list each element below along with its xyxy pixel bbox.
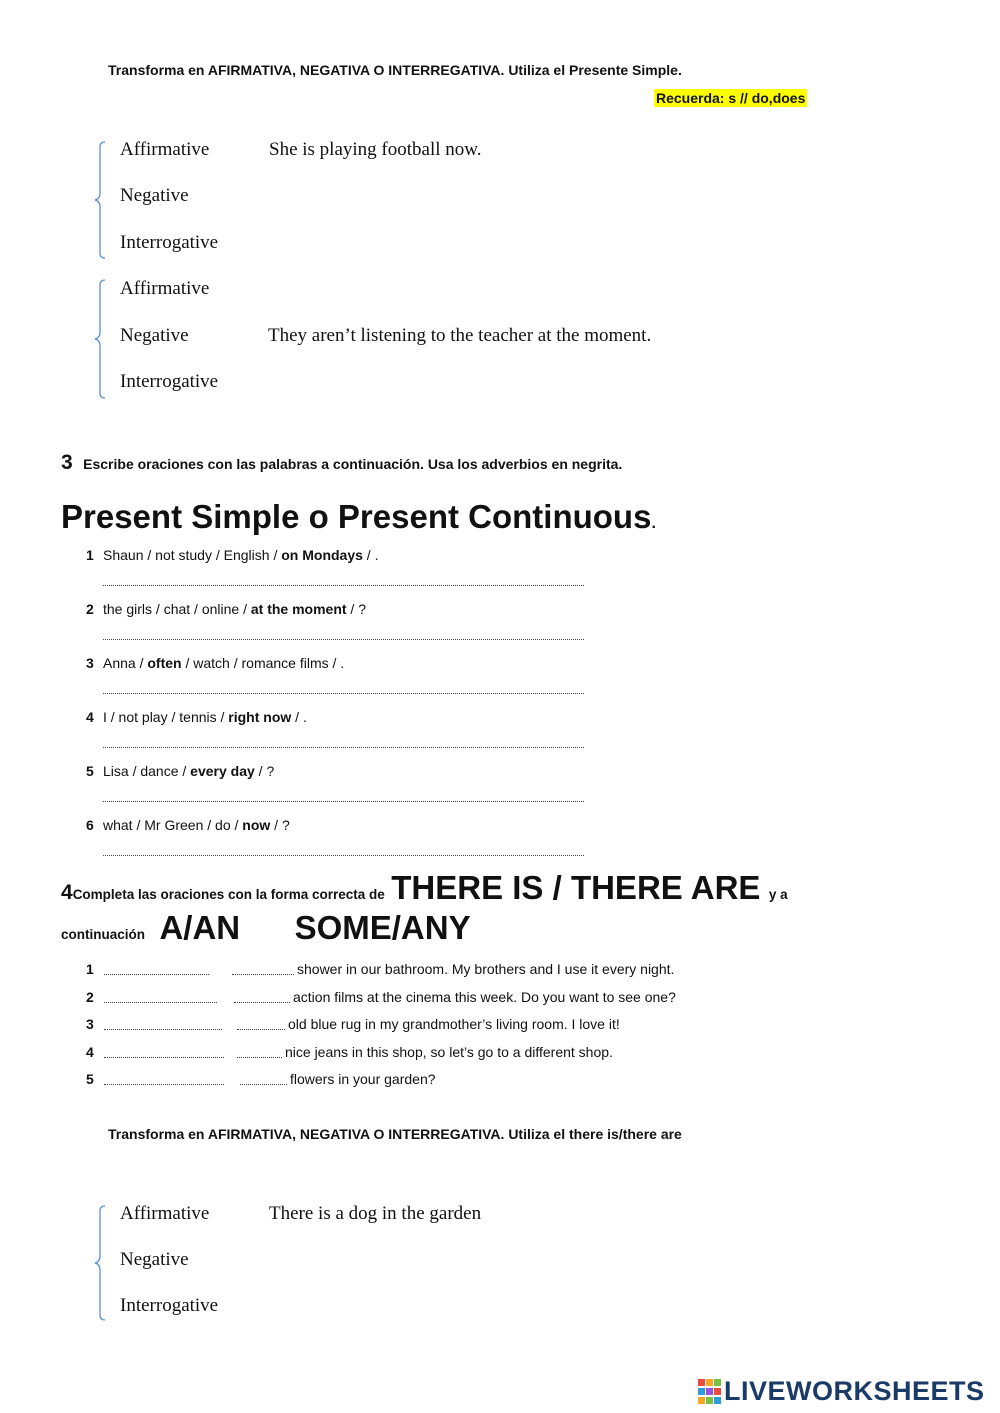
brace-group-3: [94, 1205, 106, 1321]
blank-there-is-are[interactable]: [104, 1084, 224, 1085]
label-interrogative-1: Interrogative: [120, 232, 219, 253]
keyword-a-an: A/AN: [159, 909, 241, 946]
liveworksheets-logo-icon: [698, 1379, 722, 1403]
title-text: Present Simple o Present Continuous: [61, 498, 652, 535]
exercise-3-item: [86, 655, 344, 671]
exercise-4-instruction: Completa las oraciones con la forma correcta de: [72, 887, 385, 902]
item-adverb: often: [147, 655, 182, 671]
answer-line[interactable]: [103, 801, 584, 802]
item-punctuation: / ?: [270, 817, 290, 833]
title-dot: .: [651, 515, 656, 532]
blank-there-is-are[interactable]: [104, 1029, 222, 1030]
exercise-3-item: [86, 817, 290, 833]
item-number: 1: [86, 547, 94, 563]
given-sentence-3: There is a dog in the garden: [269, 1203, 482, 1224]
label-negative-2: Negative: [120, 325, 189, 346]
item-words: Shaun / not study / English /: [103, 547, 282, 563]
exercise-4-item: [86, 1044, 786, 1062]
item-number: 4: [86, 1043, 94, 1060]
answer-line[interactable]: [103, 855, 584, 856]
exercise-number: 3: [61, 451, 73, 474]
instruction-present-simple: Transforma en AFIRMATIVA, NEGATIVA O INTERREGATIVA. Utiliza el Presente Simple.: [108, 62, 682, 78]
label-interrogative-3: Interrogative: [120, 1295, 219, 1316]
item-number: 3: [86, 655, 94, 671]
given-sentence-1: She is playing football now.: [269, 139, 482, 160]
blank-article[interactable]: [237, 1029, 285, 1030]
answer-line[interactable]: [103, 747, 584, 748]
item-punctuation: / watch / romance films / .: [181, 655, 345, 671]
item-sentence: shower in our bathroom. My brothers and I use it every night.: [297, 961, 675, 977]
liveworksheets-logo-text: LIVEWORKSHEETS: [724, 1376, 985, 1406]
exercise-4-heading-line2: [61, 909, 471, 947]
label-affirmative-1: Affirmative: [120, 139, 210, 160]
item-words: what / Mr Green / do /: [103, 817, 243, 833]
item-sentence: old blue rug in my grandmother’s living room. I love it!: [288, 1016, 620, 1033]
exercise-4-instruction-cont2: continuación: [61, 927, 145, 942]
exercise-4-item: [86, 1071, 786, 1089]
item-adverb: on Mondays: [281, 547, 363, 563]
item-words: the girls / chat / online /: [103, 601, 251, 617]
brace-group-2: [94, 279, 106, 399]
keyword-there-is-there-are: THERE IS / THERE ARE: [391, 869, 761, 906]
blank-article[interactable]: [232, 974, 294, 975]
exercise-4-item: [86, 1016, 786, 1034]
exercise-3-item: [86, 763, 274, 779]
exercise-number: 4: [61, 881, 73, 904]
keyword-some-any: SOME/ANY: [294, 909, 471, 946]
exercise-3-item: [86, 601, 366, 617]
item-number: 5: [86, 1071, 94, 1088]
item-sentence: action films at the cinema this week. Do you want to see one?: [293, 988, 676, 1005]
answer-line[interactable]: [103, 639, 584, 640]
blank-article[interactable]: [240, 1084, 287, 1085]
exercise-4-heading: [61, 869, 788, 907]
blank-article[interactable]: [234, 1002, 290, 1003]
item-adverb: every day: [190, 763, 255, 779]
item-words: Lisa / dance /: [103, 763, 191, 779]
exercise-3-heading: [61, 451, 622, 475]
exercise-3-instruction: Escribe oraciones con las palabras a continuación. Usa los adverbios en negrita.: [83, 456, 623, 472]
item-number: 2: [86, 988, 94, 1005]
label-affirmative-3: Affirmative: [120, 1203, 210, 1224]
item-number: 2: [86, 601, 94, 617]
item-sentence: nice jeans in this shop, so let’s go to a different shop.: [285, 1043, 613, 1060]
item-number: 6: [86, 817, 94, 833]
item-sentence: flowers in your garden?: [290, 1071, 436, 1088]
exercise-3-title: [61, 498, 656, 536]
item-punctuation: / ?: [254, 763, 275, 779]
blank-there-is-are[interactable]: [104, 1002, 217, 1003]
item-number: 4: [86, 709, 94, 725]
item-number: 5: [86, 763, 94, 779]
label-negative-3: Negative: [120, 1249, 189, 1270]
label-negative-1: Negative: [120, 185, 189, 206]
item-punctuation: / ?: [346, 601, 367, 617]
label-affirmative-2: Affirmative: [120, 278, 210, 299]
exercise-4-item: [86, 961, 786, 979]
exercise-4-item: [86, 989, 786, 1007]
item-number: 1: [86, 961, 94, 977]
blank-there-is-are[interactable]: [104, 974, 209, 975]
item-adverb: at the moment: [250, 601, 347, 617]
blank-article[interactable]: [237, 1057, 282, 1058]
item-number: 3: [86, 1016, 94, 1033]
item-adverb: now: [242, 817, 271, 833]
given-sentence-2: They aren’t listening to the teacher at the moment.: [268, 325, 652, 346]
exercise-3-item: [86, 709, 307, 725]
brace-group-1: [94, 141, 106, 259]
exercise-4-instruction-cont: y a: [768, 887, 788, 902]
item-words: Anna /: [103, 655, 148, 671]
label-interrogative-2: Interrogative: [120, 371, 219, 392]
exercise-3-item: [86, 547, 378, 563]
instruction-there-is-there-are: Transforma en AFIRMATIVA, NEGATIVA O INTERREGATIVA. Utiliza el there is/there are: [108, 1126, 682, 1142]
reminder-highlight: Recuerda: s // do,does: [656, 90, 806, 106]
item-punctuation: / .: [291, 709, 307, 725]
item-adverb: right now: [228, 709, 292, 725]
answer-line[interactable]: [103, 585, 584, 586]
item-punctuation: / .: [362, 547, 379, 563]
blank-there-is-are[interactable]: [104, 1057, 224, 1058]
answer-line[interactable]: [103, 693, 584, 694]
item-words: I / not play / tennis /: [103, 709, 229, 725]
